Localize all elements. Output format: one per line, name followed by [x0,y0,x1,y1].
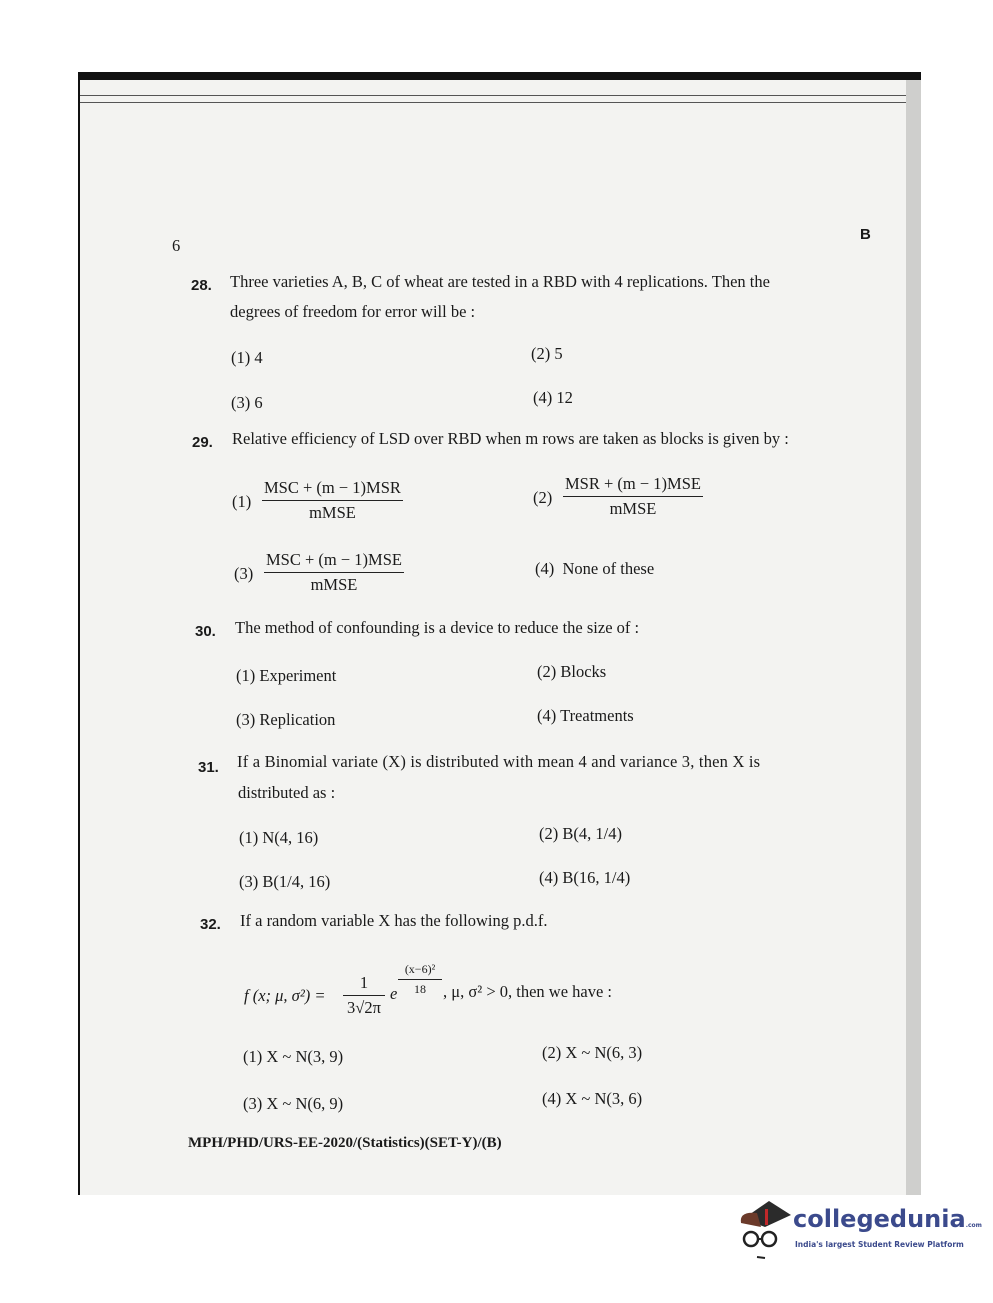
option: (1) Experiment [236,666,337,685]
option: (2) X ~ N(6, 3) [542,1043,643,1062]
formula-e: e [390,984,398,1003]
question-number: 28. [191,277,212,294]
question-text: Three varieties A, B, C of wheat are tested in a RBD with 4 replications. Then the [230,272,770,291]
option: (2) B(4, 1/4) [539,824,622,843]
question-number: 29. [192,434,213,451]
collegedunia-logo [735,1197,982,1267]
option-label: (3) [234,564,254,583]
formula-rest: , μ, σ² > 0, then we have : [443,982,612,1001]
fraction: MSR + (m − 1)MSE mMSE [565,474,701,518]
footer-code: MPH/PHD/URS-EE-2020/(Statistics)(SET-Y)/(B) [188,1135,502,1151]
logo-wordmark: collegedunia.com [793,1205,982,1233]
option-label: (1) [232,492,252,511]
option: (2) 5 [531,344,563,363]
question-number: 32. [200,916,221,933]
question-text: The method of confounding is a device to reduce the size of : [235,618,640,637]
option: (1) 4 [231,348,263,367]
option: (4) None of these [535,559,655,578]
option: (4) Treatments [537,706,634,725]
option: (3) 6 [231,393,263,412]
header-rule [80,102,906,103]
question-number: 31. [198,759,219,776]
option: (3) B(1/4, 16) [239,872,331,891]
option: (4) 12 [533,388,573,407]
option: (1) N(4, 16) [239,828,319,847]
option: (3) X ~ N(6, 9) [243,1094,344,1113]
question-text: If a random variable X has the following p.d.f. [240,911,548,930]
page-number: 6 [172,236,181,255]
question-text: distributed as : [238,783,336,802]
mascot-icon [735,1197,793,1259]
formula-lhs: f (x; μ, σ²) = [244,986,326,1005]
option: (4) X ~ N(3, 6) [542,1089,643,1108]
logo-tagline: India's largest Student Review Platform [795,1240,964,1249]
question-text: If a Binomial variate (X) is distributed with mean 4 and variance 3, then X is [237,752,761,771]
paper-edge [906,80,921,1195]
set-label: B [860,226,871,243]
question-text: Relative efficiency of LSD over RBD when m rows are taken as blocks is given by : [232,429,789,448]
option: (2) Blocks [537,662,607,681]
option: (1) X ~ N(3, 9) [243,1047,344,1066]
question-text: degrees of freedom for error will be : [230,302,476,321]
formula-exponent: $\frac{\text{(x−6)²}}{18}$ [398,962,442,997]
option: (4) B(16, 1/4) [539,868,631,887]
question-number: 30. [195,623,216,640]
fraction: MSC + (m − 1)MSE mMSE [266,550,402,594]
option: (3) Replication [236,710,336,729]
option-label: (2) [533,488,553,507]
header-rule [80,95,906,96]
formula-fraction: $\frac{1}{3√2\pi}$ [343,973,385,1018]
fraction: MSC + (m − 1)MSR mMSE [264,478,401,522]
